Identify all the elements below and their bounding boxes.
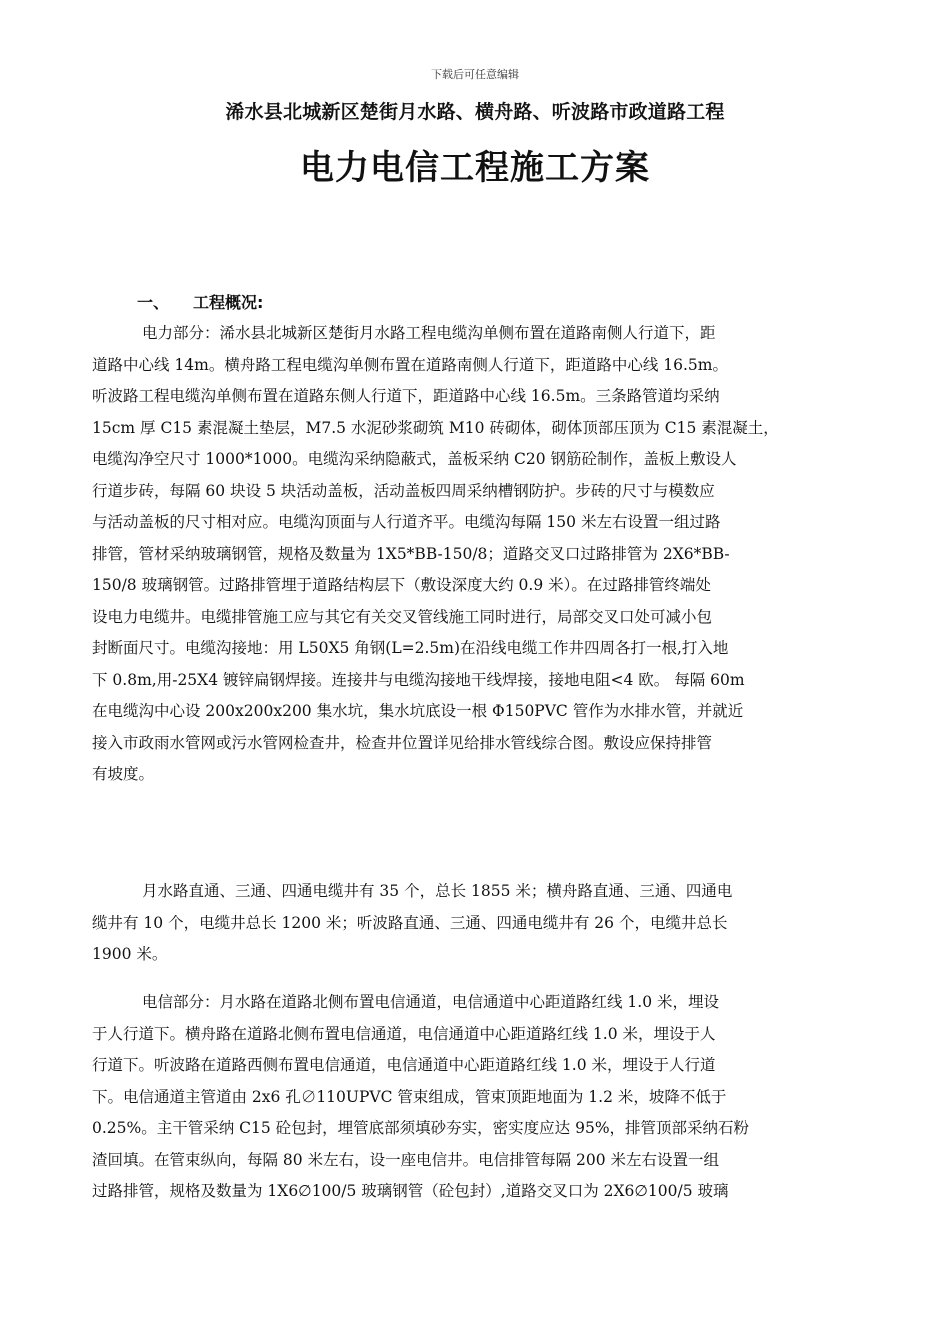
paragraph-line: 道路中心线 14m。横舟路工程电缆沟单侧布置在道路南侧人行道下，距道路中心线 16.5m。 (92, 355, 728, 374)
paragraph-power (92, 318, 860, 791)
paragraph-line: 过路排管，规格及数量为 1X6∅100/5 玻璃钢管（砼包封）,道路交叉口为 2X6∅100/5 玻璃 (92, 1182, 729, 1200)
paragraph-line: 有坡度。 (92, 765, 155, 783)
paragraph-line: 行道下。听波路在道路西侧布置电信通道，电信通道中心距道路红线 1.0 米，埋设于人行道 (92, 1056, 716, 1074)
paragraph-line: 于人行道下。横舟路在道路北侧布置电信通道，电信通道中心距道路红线 1.0 米，埋设于人 (92, 1024, 716, 1043)
paragraph-line: 下。电信通道主管道由 2x6 孔∅110UPVC 管束组成，管束顶距地面为 1.2 米，坡降不低于 (92, 1087, 727, 1106)
paragraph-line: 缆井有 10 个，电缆井总长 1200 米；听波路直通、三通、四通电缆井有 26 个，电缆井总长 (92, 913, 728, 932)
document-title: 电力电信工程施工方案 (300, 148, 650, 188)
paragraph-line: 下 0.8m,用-25X4 镀锌扁钢焊接。连接井与电缆沟接地干线焊接，接地电阻<4 欧。 每隔 60m (92, 670, 745, 689)
section-title: 工程概况: (193, 293, 264, 312)
project-title: 浠水县北城新区楚街月水路、横舟路、听波路市政道路工程 (225, 101, 725, 123)
section-number: 一、 (137, 293, 170, 312)
paragraph-line: 电信部分：月水路在道路北侧布置电信通道，电信通道中心距道路红线 1.0 米，埋设 (142, 993, 720, 1011)
paragraph-line: 电缆沟净空尺寸 1000*1000。电缆沟采纳隐蔽式，盖板采纳 C20 钢筋砼制作，盖板上敷设人 (92, 450, 737, 468)
paragraph-line: 设电力电缆井。电缆排管施工应与其它有关交叉管线施工同时进行，局部交叉口处可减小包 (92, 607, 713, 626)
paragraph-line: 渣回填。在管束纵向，每隔 80 米左右，设一座电信井。电信排管每隔 200 米左右设置一组 (92, 1150, 720, 1169)
paragraph-line: 1900 米。 (92, 945, 168, 963)
paragraph-line: 0.25%。主干管采纳 C15 砼包封，埋管底部须填砂夯实，密实度应达 95%，排管顶部采纳石粉 (92, 1119, 750, 1137)
paragraph-line: 与活动盖板的尺寸相对应。电缆沟顶面与人行道齐平。电缆沟每隔 150 米左右设置一组过路 (92, 513, 721, 531)
paragraph-line: 月水路直通、三通、四通电缆井有 35 个，总长 1855 米；横舟路直通、三通、四通电 (142, 882, 733, 900)
paragraph-line: 接入市政雨水管网或污水管网检查井，检查井位置详见给排水管线综合图。敷设应保持排管 (92, 733, 713, 752)
paragraph-cable-wells (92, 876, 860, 971)
section-heading (137, 290, 263, 313)
paragraph-line: 150/8 玻璃钢管。过路排管埋于道路结构层下（敷设深度大约 0.9 米）。在过路排管终端处 (92, 576, 711, 594)
paragraph-line: 封断面尺寸。电缆沟接地：用 L50X5 角钢(L=2.5m)在沿线电缆工作井四周各打一根,打入地 (92, 639, 729, 657)
paragraph-line: 行道步砖，每隔 60 块设 5 块活动盖板，活动盖板四周采纳槽钢防护。步砖的尺寸与模数应 (92, 481, 715, 500)
paragraph-line: 在电缆沟中心设 200x200x200 集水坑，集水坑底设一根 Φ150PVC 管作为水排水管，并就近 (92, 702, 744, 720)
paragraph-line: 电力部分：浠水县北城新区楚街月水路工程电缆沟单侧布置在道路南侧人行道下，距 (142, 324, 716, 342)
paragraph-telecom (92, 987, 860, 1208)
header-note: 下载后可任意编辑 (431, 68, 519, 81)
paragraph-line: 15cm 厚 C15 素混凝土垫层，M7.5 水泥砂浆砌筑 M10 砖砌体，砌体顶部压顶为 C15 素混凝土， (92, 418, 779, 437)
paragraph-line: 听波路工程电缆沟单侧布置在道路东侧人行道下，距道路中心线 16.5m。三条路管道均采纳 (92, 387, 720, 405)
paragraph-line: 排管，管材采纳玻璃钢管，规格及数量为 1X5*BB-150/8；道路交叉口过路排管为 2X6*BB- (92, 544, 730, 563)
